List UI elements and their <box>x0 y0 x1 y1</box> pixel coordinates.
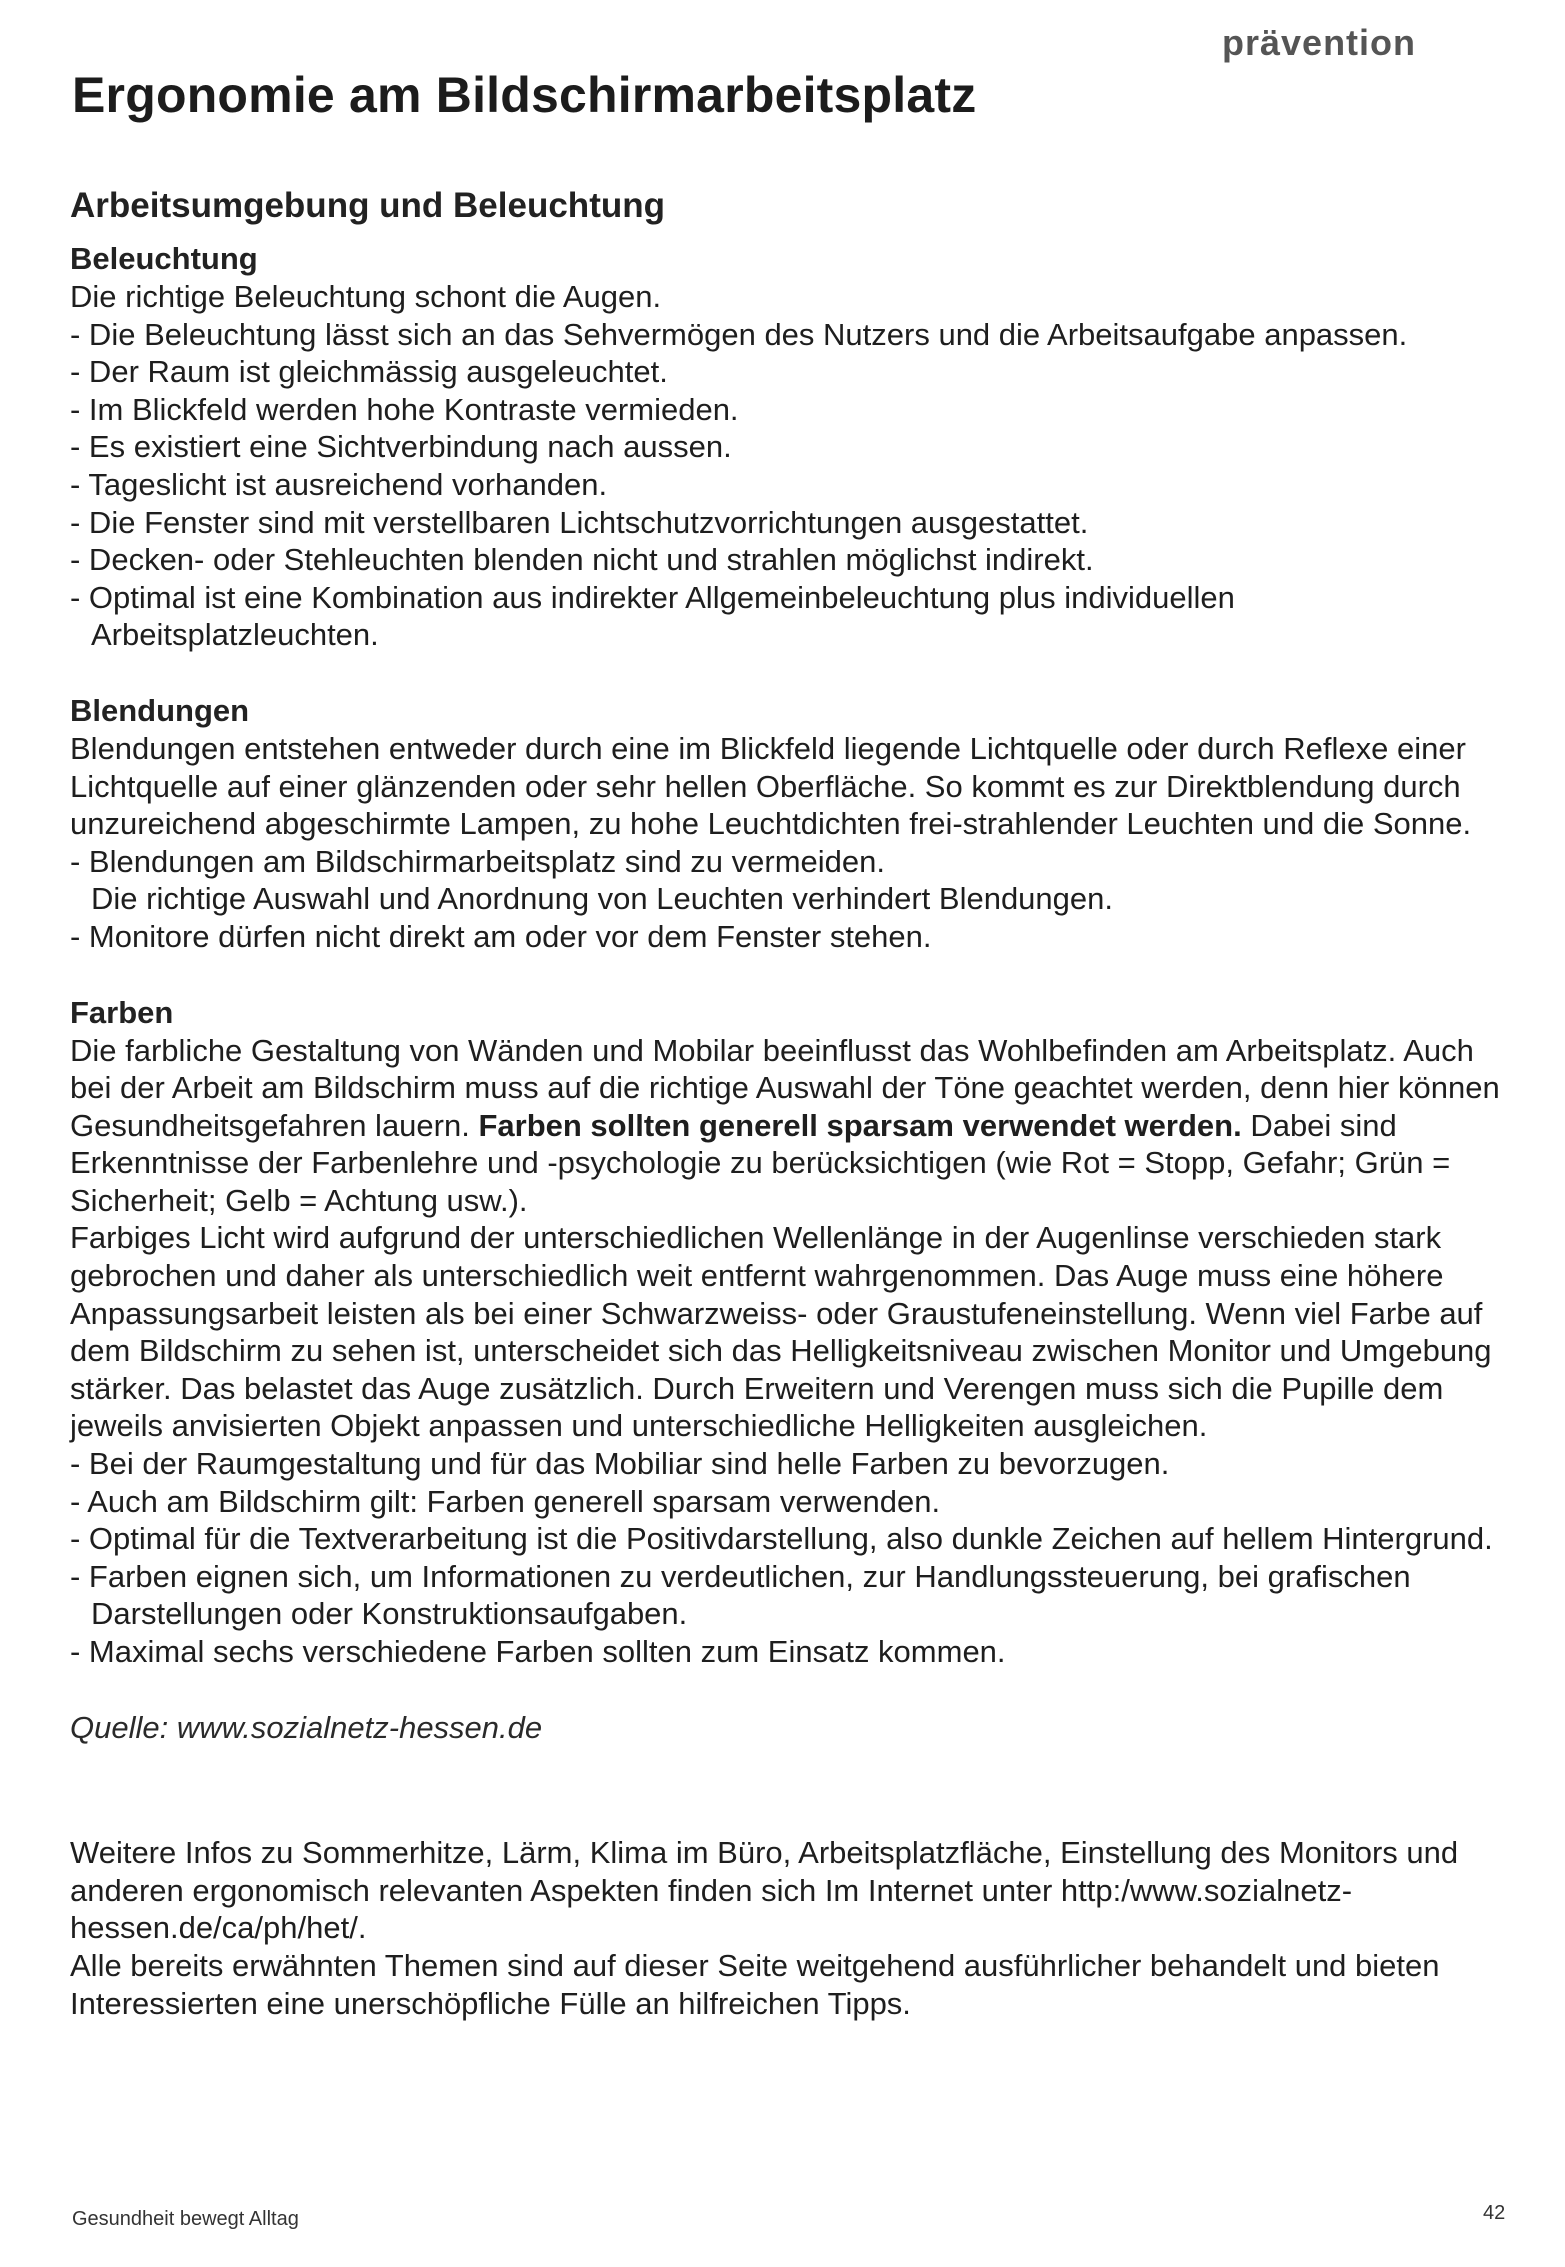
list-item: - Monitore dürfen nicht direkt am oder vor dem Fenster stehen. <box>70 918 932 954</box>
list-item-continuation: Die richtige Auswahl und Anordnung von Leuchten verhindert Blendungen. <box>91 881 1114 917</box>
list-item: - Die Fenster sind mit verstellbaren Lichtschutzvorrichtungen ausgestattet. <box>70 504 1089 540</box>
more-info-text: Weitere Infos zu Sommerhitze, Lärm, Klima im Büro, Arbeitsplatzfläche, Einstellung des Monitors und anderen ergonomisch relevanten Aspekten finden sich Im Internet unter http:/www.sozialnetz-hessen.de/ca/ph/het/. <box>70 1835 1459 1946</box>
source-citation: Quelle: www.sozialnetz-hessen.de <box>70 1709 543 1745</box>
more-info-paragraph <box>70 1834 1510 2022</box>
brand-label: prävention <box>1222 22 1417 63</box>
beleuchtung-list <box>70 316 1510 654</box>
blendungen-heading: Blendungen <box>70 692 250 728</box>
list-item: - Optimal für die Textverarbeitung ist die Positivdarstellung, also dunkle Zeichen auf hellem Hintergrund. <box>70 1521 1493 1557</box>
farben-list <box>70 1445 1510 1671</box>
list-item: - Es existiert eine Sichtverbindung nach aussen. <box>70 429 732 465</box>
page-title: Ergonomie am Bildschirmarbeitsplatz <box>72 67 977 123</box>
list-item: - Der Raum ist gleichmässig ausgeleuchtet. <box>70 354 668 390</box>
more-info-text-2: Alle bereits erwähnten Themen sind auf dieser Seite weitgehend ausführlicher behandelt und bieten Interessierten eine unerschöpfliche Fülle an hilfreichen Tipps. <box>70 1947 1440 2021</box>
list-item: - Tageslicht ist ausreichend vorhanden. <box>70 466 608 502</box>
farben-intro-emphasis: Farben sollten generell sparsam verwendet werden. <box>478 1107 1242 1143</box>
section-title: Arbeitsumgebung und Beleuchtung <box>70 186 665 225</box>
farben-section <box>70 994 1510 1671</box>
farben-heading: Farben <box>70 994 174 1030</box>
beleuchtung-intro: Die richtige Beleuchtung schont die Augen. <box>70 279 662 314</box>
footer-label: Gesundheit bewegt Alltag <box>72 2208 299 2230</box>
list-item: - Optimal ist eine Kombination aus indirekter Allgemeinbeleuchtung plus individuellen Arbeitsplatzleuchten. <box>70 579 1235 653</box>
list-item: - Im Blickfeld werden hohe Kontraste vermieden. <box>70 391 739 427</box>
blendungen-list <box>70 843 1510 956</box>
page-number: 42 <box>1483 2202 1506 2224</box>
list-item <box>70 843 1510 918</box>
farben-intro-text: Die farbliche Gestaltung von Wänden und Mobilar beeinflusst das Wohlbefinden am Arbeitsplatz. Auch bei der Arbeit am Bildschirm muss auf die richtige Auswahl der Töne geachtet werden, denn hier können Gesundheitsgefahren lauern. <box>70 1032 1500 1143</box>
beleuchtung-section <box>70 240 1510 654</box>
beleuchtung-heading: Beleuchtung <box>70 241 258 276</box>
list-item: - Auch am Bildschirm gilt: Farben generell sparsam verwenden. <box>70 1483 941 1519</box>
document-body <box>70 186 1510 2022</box>
list-item: - Maximal sechs verschiedene Farben sollten zum Einsatz kommen. <box>70 1634 1006 1669</box>
farben-intro-text-2: Dabei sind Erkenntnisse der Farbenlehre und -psychologie zu berücksichtigen (wie Rot = Stopp, Gefahr; Grün = Sicherheit; Gelb = Achtung usw.). <box>70 1107 1451 1218</box>
list-item: - Bei der Raumgestaltung und für das Mobiliar sind helle Farben zu bevorzugen. <box>70 1446 1170 1482</box>
list-item: - Decken- oder Stehleuchten blenden nicht und strahlen möglichst indirekt. <box>70 542 1094 578</box>
farben-paragraph: Farbiges Licht wird aufgrund der unterschiedlichen Wellenlänge in der Augenlinse verschieden stark gebrochen und daher als unterschiedlich weit entfernt wahrgenommen. Das Auge muss eine höhere Anpassungsarbeit leisten als bei einer Schwarzweiss- oder Graustufeneinstellung. Wenn viel Farbe auf dem Bildschirm zu sehen ist, unterscheidet sich das Helligkeitsniveau zwischen Monitor und Umgebung stärker. Das belastet das Auge zusätzlich. Durch Erweitern und Verengen muss sich die Pupille dem jeweils anvisierten Objekt anpassen und unterschiedliche Helligkeiten ausgleichen. <box>70 1220 1492 1444</box>
list-item-text: - Blendungen am Bildschirmarbeitsplatz sind zu vermeiden. <box>70 843 886 879</box>
blendungen-section <box>70 692 1510 956</box>
farben-intro <box>70 1032 1510 1220</box>
list-item: - Farben eignen sich, um Informationen zu verdeutlichen, zur Handlungssteuerung, bei grafischen Darstellungen oder Konstruktionsaufgaben. <box>70 1558 1411 1632</box>
blendungen-intro: Blendungen entstehen entweder durch eine im Blickfeld liegende Lichtquelle oder durch Reflexe einer Lichtquelle auf einer glänzenden oder sehr hellen Oberfläche. So kommt es zur Direktblendung durch unzureichend abgeschirmte Lampen, zu hohe Leuchtdichten frei-strahlender Leuchten und die Sonne. <box>70 730 1472 842</box>
list-item: - Die Beleuchtung lässt sich an das Sehvermögen des Nutzers und die Arbeitsaufgabe anpassen. <box>70 316 1408 352</box>
